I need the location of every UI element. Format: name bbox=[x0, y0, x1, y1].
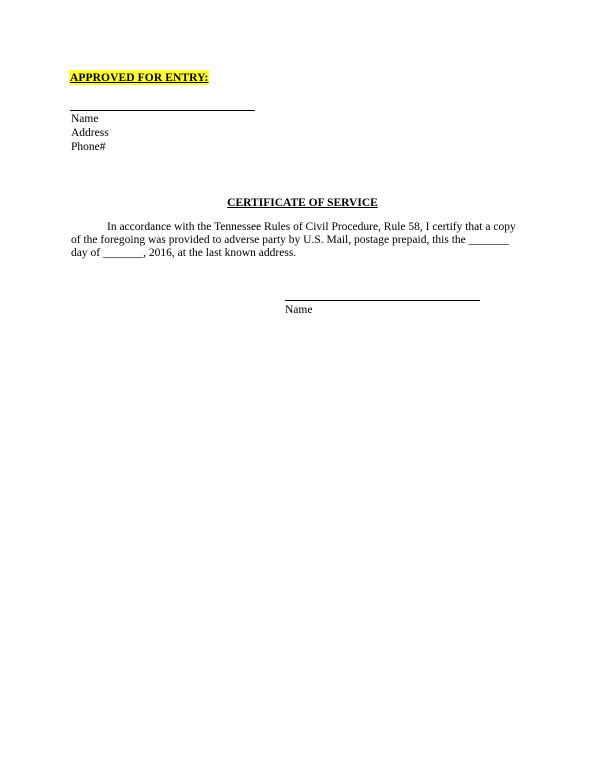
approval-signature-line bbox=[70, 110, 255, 111]
certificate-line-2: of the foregoing was provided to adverse party by U.S. Mail, postage prepaid, this the _______ bbox=[71, 234, 509, 246]
certificate-signature-line bbox=[285, 300, 480, 301]
certificate-body bbox=[71, 220, 537, 259]
certificate-of-service-title: CERTIFICATE OF SERVICE bbox=[227, 197, 378, 209]
certificate-line-3: day of _______, 2016, at the last known address. bbox=[71, 247, 297, 259]
certificate-signer-name-label: Name bbox=[285, 304, 313, 316]
approved-for-entry-heading: APPROVED FOR ENTRY: bbox=[70, 72, 209, 84]
signer-name-label: Name bbox=[71, 113, 99, 125]
certificate-line-1: In accordance with the Tennessee Rules of Civil Procedure, Rule 58, I certify that a copy bbox=[107, 221, 516, 233]
signer-phone-label: Phone# bbox=[71, 141, 106, 153]
signer-address-label: Address bbox=[71, 127, 109, 139]
approval-signature-block bbox=[71, 112, 109, 154]
